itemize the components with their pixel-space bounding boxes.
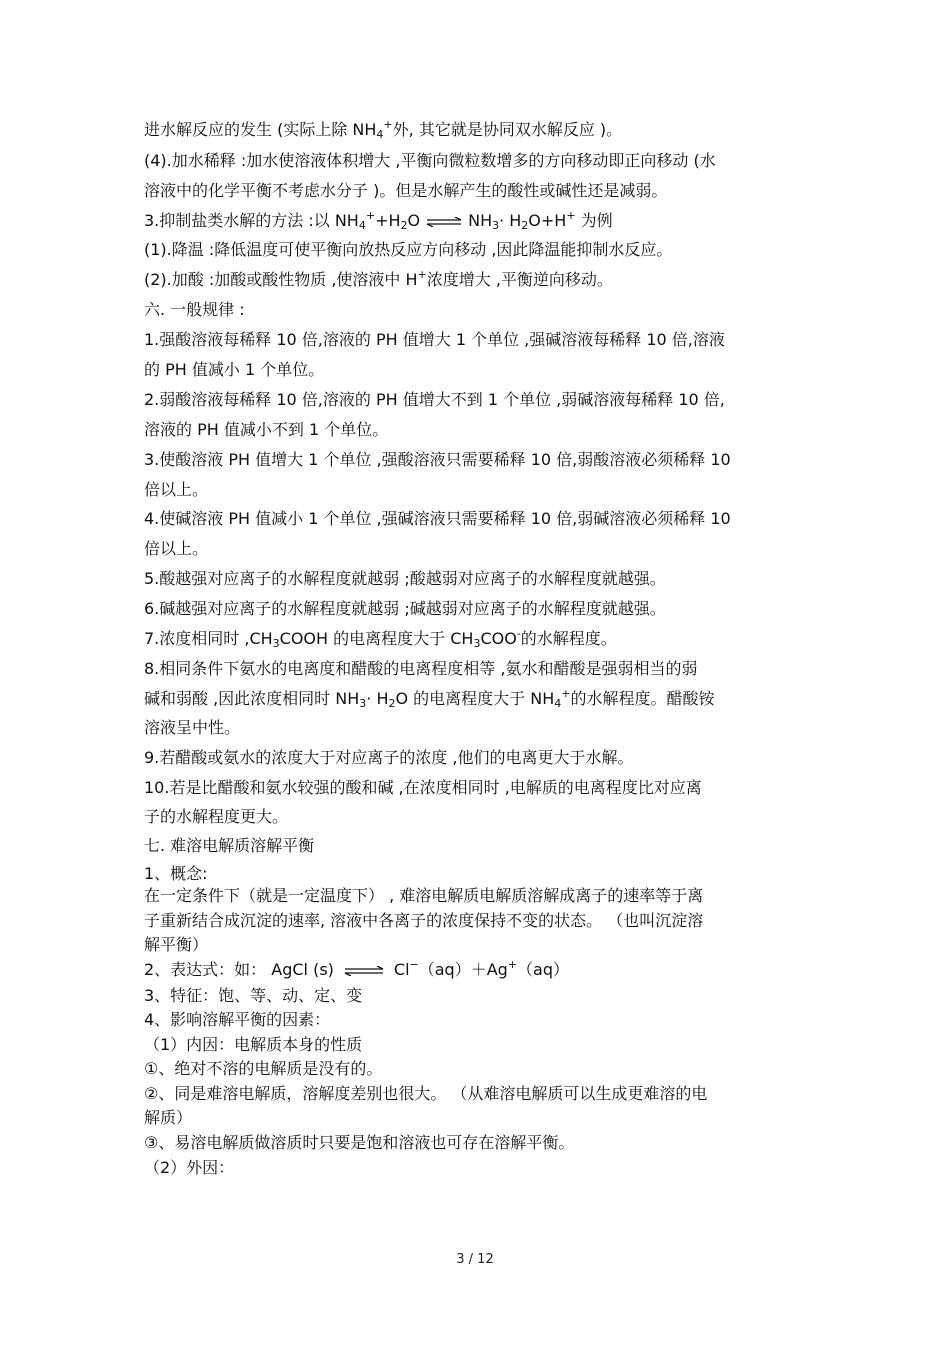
- text-line: 5.酸越强对应离子的水解程度就越弱 ;酸越弱对应离子的水解程度就越强。: [144, 569, 666, 588]
- text-line: 溶液呈中性。: [144, 718, 241, 737]
- text-line: 溶液中的化学平衡不考虑水分子 )。但是水解产生的酸性或碱性还是减弱。: [144, 181, 668, 200]
- text-line: 6.碱越强对应离子的水解程度就越弱 ;碱越弱对应离子的水解程度就越强。: [144, 599, 666, 618]
- equilibrium-arrow-icon: [344, 966, 384, 976]
- text-line: 溶液的 PH 值减小不到 1 个单位。: [144, 420, 389, 439]
- text-line: 1、概念:: [144, 864, 208, 883]
- text-line: 8.相同条件下氨水的电离度和醋酸的电离程度相等 ,氨水和醋酸是强弱相当的弱: [144, 659, 698, 678]
- text-line: 7.浓度相同时 $,CH_3COOH$ 的电离程度大于 $CH_3COO^-$的水解程度。: [144, 627, 617, 650]
- text-line: 10.若是比醋酸和氨水较强的酸和碱 ,在浓度相同时 ,电解质的电离程度比对应离: [144, 778, 702, 797]
- text-line: 3、特征：饱、等、动、定、变: [144, 986, 363, 1005]
- text-line: (1).降温 :降低温度可使平衡向放热反应方向移动 ,因此降温能抑制水反应。: [144, 240, 673, 259]
- text-line: 的 PH 值减小 1 个单位。: [144, 360, 325, 379]
- page-number: 3 / 12: [456, 1252, 494, 1267]
- text-line: （1）内因：电解质本身的性质: [144, 1035, 363, 1054]
- text-line: ②、同是难溶电解质，溶解度差别也很大。 （从难溶电解质可以生成更难溶的电: [144, 1084, 708, 1103]
- text-line: 4.使碱溶液 PH 值减小 1 个单位 ,强碱溶液只需要稀释 10 倍,弱碱溶液必须稀释 10: [144, 509, 731, 528]
- text-line: 倍以上。: [144, 539, 209, 558]
- text-line: 进水解反应的发生 (实际上除 $NH_4^+$外, 其它就是协同双水解反应 )。: [144, 118, 623, 141]
- text-line: 解平衡）: [144, 935, 209, 954]
- text-line: 9.若醋酸或氨水的浓度大于对应离子的浓度 ,他们的电离更大于水解。: [144, 748, 634, 767]
- text-line: (2).加酸 :加酸或酸性物质 ,使溶液中 H+浓度增大 ,平衡逆向移动。: [144, 268, 613, 289]
- text-line: 碱和弱酸 ,因此浓度相同时 $NH_3\cdot H_2O$ 的电离程度大于 $NH_4^+$的水解程度。醋酸铵: [144, 687, 715, 710]
- text-line: ①、绝对不溶的电解质是没有的。: [144, 1059, 383, 1078]
- equilibrium-arrow-icon: [426, 217, 462, 227]
- text-line: 子的水解程度更大。: [144, 807, 289, 826]
- section-heading: 六. 一般规律 :: [144, 300, 245, 319]
- text-line: 在一定条件下（就是一定温度下） , 难溶电解质电解质溶解成离子的速率等于离: [144, 886, 704, 905]
- text-line: (4).加水稀释 :加水使溶液体积增大 ,平衡向微粒数增多的方向移动即正向移动 (水: [144, 151, 716, 170]
- text-line: 解质）: [144, 1108, 193, 1127]
- text-line: 倍以上。: [144, 480, 209, 499]
- text-line: 2.弱酸溶液每稀释 10 倍,溶液的 PH 值增大不到 1 个单位 ,弱碱溶液每稀释 10 倍,: [144, 390, 725, 409]
- text-line: 4、影响溶解平衡的因素：: [144, 1010, 331, 1029]
- text-line: 2、表达式：如： AgCl (s) Cl−（aq）＋Ag+（aq）: [144, 958, 570, 979]
- text-line: 子重新结合成沉淀的速率, 溶液中各离子的浓度保持不变的状态。 （也叫沉淀溶: [144, 911, 704, 930]
- text-line: ③、易溶电解质做溶质时只要是饱和溶液也可存在溶解平衡。: [144, 1133, 575, 1152]
- section-heading: 七. 难溶电解质溶解平衡: [144, 836, 315, 855]
- text-line: 3.使酸溶液 PH 值增大 1 个单位 ,强酸溶液只需要稀释 10 倍,弱酸溶液必须稀释 10: [144, 450, 731, 469]
- text-line: 3.抑制盐类水解的方法 :以 $NH_4^++H_2O$ $NH_3\cdot H_2O+H^+$ 为例: [144, 209, 613, 232]
- text-line: 1.强酸溶液每稀释 10 倍,溶液的 PH 值增大 1 个单位 ,强碱溶液每稀释 10 倍,溶液: [144, 330, 725, 349]
- text-line: （2）外因：: [144, 1158, 235, 1177]
